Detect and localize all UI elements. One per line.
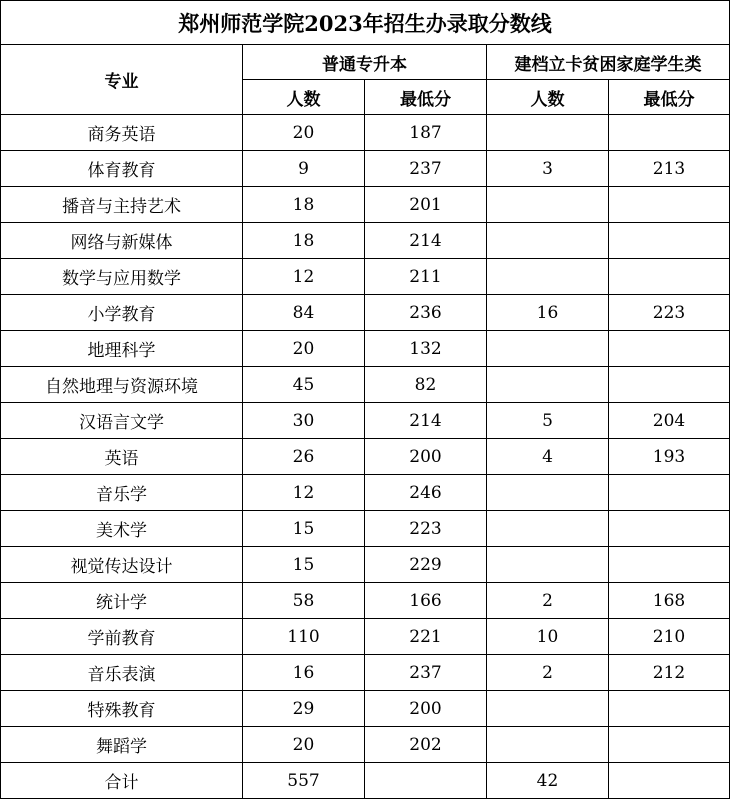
regular-min-score-cell: 246 xyxy=(365,475,487,511)
regular-min-score-cell: 200 xyxy=(365,691,487,727)
regular-min-score-cell: 229 xyxy=(365,547,487,583)
regular-count-cell: 20 xyxy=(243,727,365,763)
regular-min-score-cell: 200 xyxy=(365,439,487,475)
regular-count-cell: 12 xyxy=(243,475,365,511)
poverty-count-cell xyxy=(487,547,609,583)
table-row xyxy=(1,223,730,259)
major-cell: 学前教育 xyxy=(1,619,243,655)
poverty-count-cell xyxy=(487,727,609,763)
regular-min-score-cell: 201 xyxy=(365,187,487,223)
poverty-min-score-cell xyxy=(609,763,730,799)
regular-min-score-cell: 237 xyxy=(365,655,487,691)
regular-count-cell: 20 xyxy=(243,115,365,151)
regular-min-score-cell: 166 xyxy=(365,583,487,619)
regular-min-score-cell: 132 xyxy=(365,331,487,367)
regular-count-cell: 12 xyxy=(243,259,365,295)
major-cell: 音乐学 xyxy=(1,475,243,511)
regular-count-cell: 20 xyxy=(243,331,365,367)
regular-count-cell: 26 xyxy=(243,439,365,475)
table-body xyxy=(1,115,730,799)
regular-count-cell: 18 xyxy=(243,223,365,259)
table-row xyxy=(1,295,730,331)
major-cell: 汉语言文学 xyxy=(1,403,243,439)
table-row xyxy=(1,547,730,583)
major-cell: 舞蹈学 xyxy=(1,727,243,763)
regular-count-cell: 58 xyxy=(243,583,365,619)
regular-min-score-cell: 214 xyxy=(365,223,487,259)
table-row xyxy=(1,475,730,511)
poverty-count-cell: 10 xyxy=(487,619,609,655)
poverty-count-cell: 4 xyxy=(487,439,609,475)
poverty-count-cell xyxy=(487,331,609,367)
regular-count-cell: 30 xyxy=(243,403,365,439)
regular-count-cell: 9 xyxy=(243,151,365,187)
major-cell: 播音与主持艺术 xyxy=(1,187,243,223)
table-row xyxy=(1,655,730,691)
poverty-count-cell: 3 xyxy=(487,151,609,187)
table-row xyxy=(1,367,730,403)
poverty-count-cell xyxy=(487,475,609,511)
table-row xyxy=(1,115,730,151)
regular-count-cell: 29 xyxy=(243,691,365,727)
poverty-count-cell xyxy=(487,223,609,259)
major-cell: 英语 xyxy=(1,439,243,475)
poverty-count-cell xyxy=(487,511,609,547)
table-row xyxy=(1,151,730,187)
poverty-min-score-cell: 204 xyxy=(609,403,730,439)
poverty-min-score-cell xyxy=(609,475,730,511)
poverty-count-cell xyxy=(487,115,609,151)
poverty-count-cell: 5 xyxy=(487,403,609,439)
major-cell: 网络与新媒体 xyxy=(1,223,243,259)
poverty-min-score-cell xyxy=(609,331,730,367)
regular-count-cell: 15 xyxy=(243,547,365,583)
table-row xyxy=(1,691,730,727)
regular-min-score-cell: 221 xyxy=(365,619,487,655)
poverty-min-score-cell xyxy=(609,187,730,223)
table-row xyxy=(1,403,730,439)
poverty-min-score-cell xyxy=(609,115,730,151)
total-row xyxy=(1,763,730,799)
major-cell: 地理科学 xyxy=(1,331,243,367)
regular-min-score-cell: 223 xyxy=(365,511,487,547)
poverty-count-cell: 42 xyxy=(487,763,609,799)
major-cell: 体育教育 xyxy=(1,151,243,187)
major-cell: 音乐表演 xyxy=(1,655,243,691)
poverty-min-score-cell xyxy=(609,259,730,295)
regular-min-score-cell xyxy=(365,763,487,799)
regular-count-cell: 557 xyxy=(243,763,365,799)
poverty-min-score-cell: 212 xyxy=(609,655,730,691)
poverty-min-score-cell: 193 xyxy=(609,439,730,475)
poverty-count-cell xyxy=(487,691,609,727)
poverty-min-score-cell: 210 xyxy=(609,619,730,655)
header-major: 专业 xyxy=(1,45,243,115)
major-cell: 自然地理与资源环境 xyxy=(1,367,243,403)
poverty-count-cell: 2 xyxy=(487,655,609,691)
table-row xyxy=(1,439,730,475)
table-row xyxy=(1,331,730,367)
regular-count-cell: 16 xyxy=(243,655,365,691)
poverty-min-score-cell xyxy=(609,511,730,547)
poverty-min-score-cell xyxy=(609,547,730,583)
major-cell: 合计 xyxy=(1,763,243,799)
table-row xyxy=(1,727,730,763)
poverty-min-score-cell xyxy=(609,223,730,259)
table-title: 郑州师范学院2023年招生办录取分数线 xyxy=(1,1,730,45)
major-cell: 统计学 xyxy=(1,583,243,619)
poverty-min-score-cell: 168 xyxy=(609,583,730,619)
major-cell: 美术学 xyxy=(1,511,243,547)
poverty-min-score-cell: 223 xyxy=(609,295,730,331)
table-row xyxy=(1,187,730,223)
table-row xyxy=(1,259,730,295)
regular-count-cell: 110 xyxy=(243,619,365,655)
header-regular-min-score: 最低分 xyxy=(365,80,487,115)
major-cell: 数学与应用数学 xyxy=(1,259,243,295)
regular-min-score-cell: 187 xyxy=(365,115,487,151)
regular-count-cell: 18 xyxy=(243,187,365,223)
header-poverty-min-score: 最低分 xyxy=(609,80,730,115)
table-row xyxy=(1,511,730,547)
regular-count-cell: 84 xyxy=(243,295,365,331)
regular-min-score-cell: 237 xyxy=(365,151,487,187)
poverty-count-cell: 16 xyxy=(487,295,609,331)
poverty-min-score-cell xyxy=(609,367,730,403)
major-cell: 特殊教育 xyxy=(1,691,243,727)
major-cell: 小学教育 xyxy=(1,295,243,331)
regular-min-score-cell: 202 xyxy=(365,727,487,763)
regular-min-score-cell: 211 xyxy=(365,259,487,295)
poverty-count-cell: 2 xyxy=(487,583,609,619)
poverty-min-score-cell xyxy=(609,727,730,763)
poverty-count-cell xyxy=(487,187,609,223)
major-cell: 视觉传达设计 xyxy=(1,547,243,583)
regular-min-score-cell: 236 xyxy=(365,295,487,331)
regular-count-cell: 45 xyxy=(243,367,365,403)
major-cell: 商务英语 xyxy=(1,115,243,151)
table-row xyxy=(1,619,730,655)
poverty-min-score-cell xyxy=(609,691,730,727)
table-row xyxy=(1,583,730,619)
header-group-poverty: 建档立卡贫困家庭学生类 xyxy=(487,45,730,80)
poverty-count-cell xyxy=(487,259,609,295)
poverty-count-cell xyxy=(487,367,609,403)
header-regular-count: 人数 xyxy=(243,80,365,115)
regular-min-score-cell: 214 xyxy=(365,403,487,439)
poverty-min-score-cell: 213 xyxy=(609,151,730,187)
regular-count-cell: 15 xyxy=(243,511,365,547)
header-poverty-count: 人数 xyxy=(487,80,609,115)
regular-min-score-cell: 82 xyxy=(365,367,487,403)
header-group-regular: 普通专升本 xyxy=(243,45,487,80)
